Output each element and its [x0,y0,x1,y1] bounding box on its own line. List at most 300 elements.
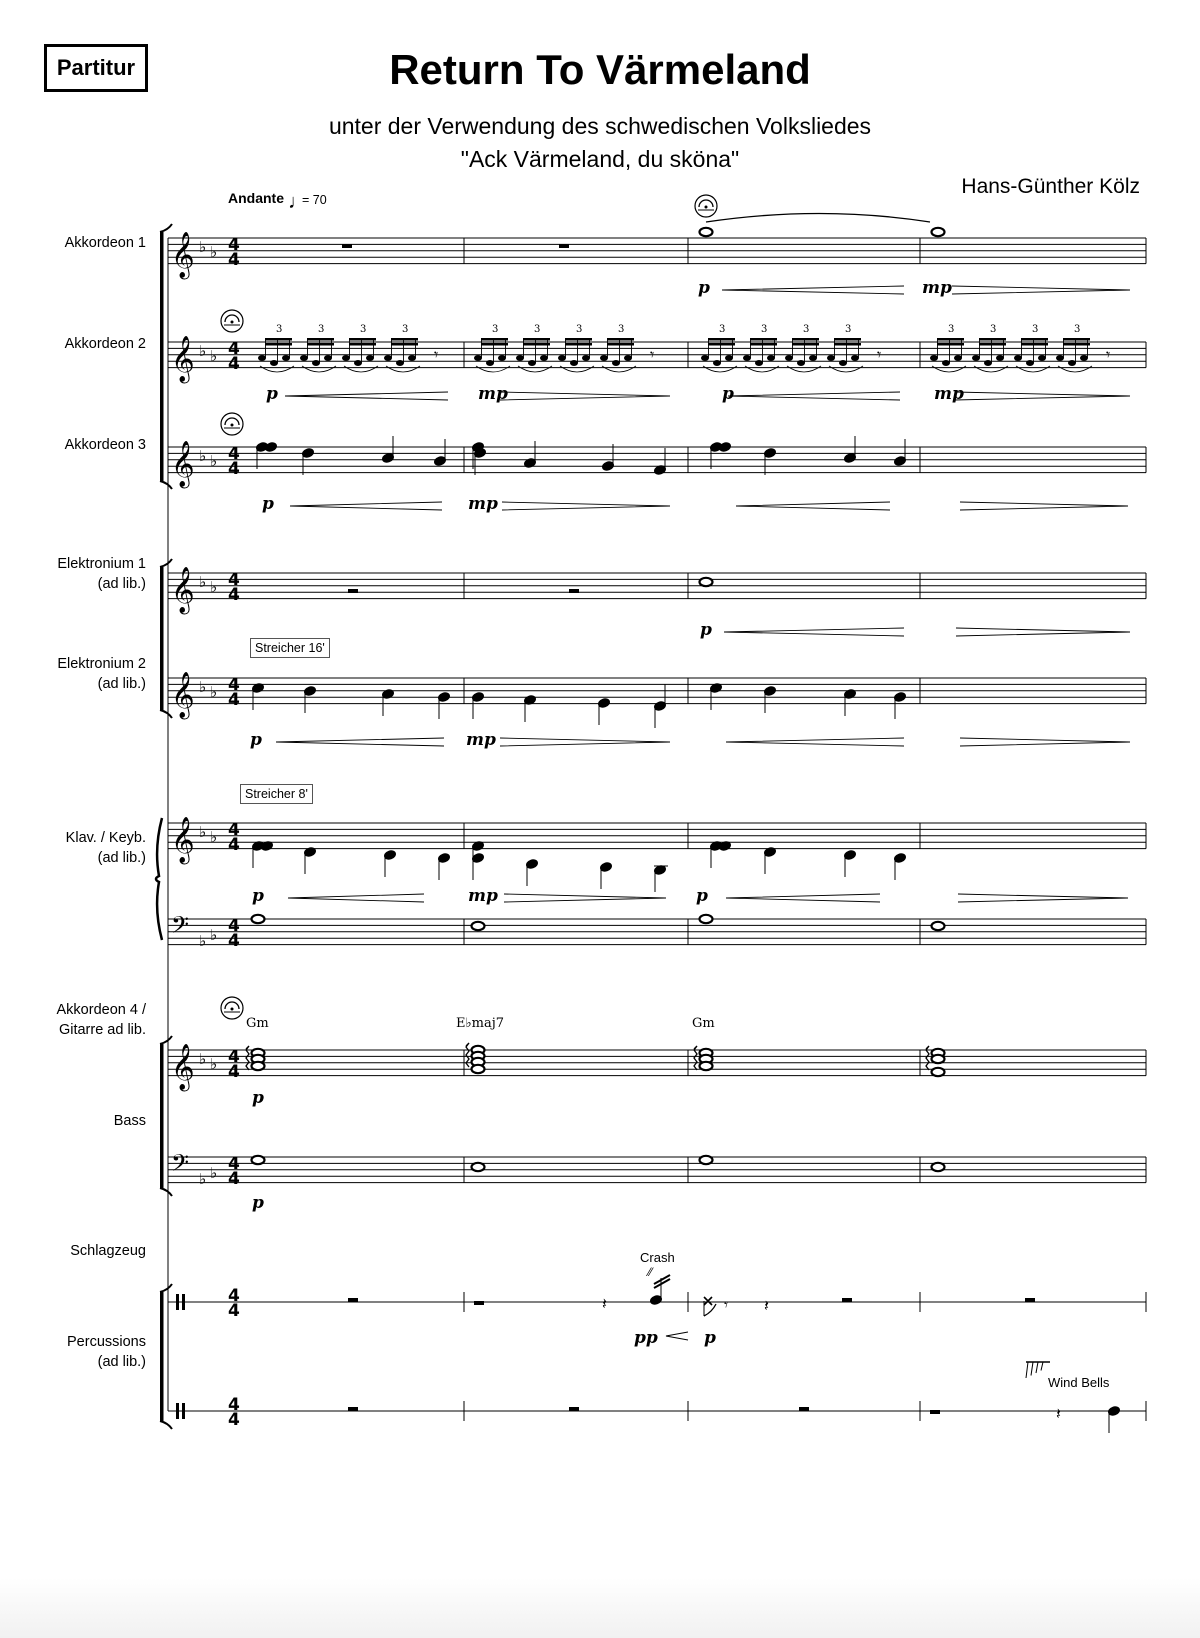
staff [168,1044,1146,1092]
slur [1058,366,1092,372]
beam [523,338,550,341]
whole-rest [342,244,352,248]
whole-note [252,1156,265,1164]
time-signature-top: 4 [228,234,240,255]
triplet-number: 3 [845,324,852,335]
dynamic-p: p [250,730,262,750]
quarter-rest: 𝄽 [602,1294,607,1313]
beam [607,343,634,346]
whole-note [700,228,713,236]
flat-icon: ♭ [199,573,207,591]
time-signature-bottom: 4 [228,930,240,951]
tremolo-note [1056,355,1064,361]
wind-bells-icon [1026,1362,1028,1378]
beam [307,343,334,346]
slur [829,366,863,372]
note [524,441,537,468]
triplet-number: 3 [990,324,997,335]
beam [1021,343,1048,346]
bass-clef-icon: 𝄢 [171,911,190,944]
slur [974,366,1008,372]
time-signature-top: 4 [228,1395,240,1415]
note [844,850,857,877]
staff-lines [156,224,1146,1430]
chord-note [932,1055,945,1063]
eighth-rest: 𝄾 [650,345,655,364]
crescendo-hairpin [666,1332,688,1340]
wind-bells-icon [1041,1362,1043,1371]
whole-note [932,228,945,236]
beam [937,343,964,346]
note [438,692,451,719]
triplet-number: 3 [618,324,625,335]
beam [391,338,418,341]
diminuendo-hairpin [952,286,1130,294]
tremolo-note [725,355,733,361]
tremolo-note [851,355,859,361]
beam [349,338,376,341]
crescendo-hairpin [288,894,424,902]
triplet-number: 3 [803,324,810,335]
dynamic-p: p [696,886,708,906]
dynamic-pp: pp [634,1328,658,1348]
staff [168,911,1146,951]
dynamic-p: p [252,1088,264,1108]
slur [260,366,294,372]
staff [168,1149,1146,1189]
diminuendo-hairpin [956,628,1130,636]
bracket-hook [160,1188,172,1196]
chord-symbol: E♭maj7 [456,1016,505,1031]
triplet-number: 3 [719,324,726,335]
bass-clef-icon: 𝄢 [171,1149,190,1182]
flat-icon: ♭ [199,678,207,696]
tremolo-note [516,355,524,361]
time-signature-bottom: 4 [228,689,240,710]
beam [708,338,735,341]
crescendo-hairpin [726,894,880,902]
note [304,686,317,713]
slur [386,366,420,372]
eighth-rest: 𝄾 [434,345,439,364]
staff [168,232,1146,280]
tremolo-note [258,355,266,361]
chord-symbol: Gm [246,1016,269,1031]
fermata-dot [231,1008,234,1011]
instrument-label: Percussions (ad lib.) [67,1334,146,1370]
slur [932,366,966,372]
tremolo-note [767,355,775,361]
diminuendo-hairpin [500,392,670,400]
fermata-dot [231,424,234,427]
tremolo-note [282,355,290,361]
note [602,444,615,471]
instrument-label: Akkordeon 1 [64,235,146,251]
tremolo-note [540,355,548,361]
time-signature-top: 4 [228,915,240,936]
note [384,850,397,877]
flat-icon: ♭ [199,238,207,256]
note [434,439,447,466]
beam [1021,338,1048,341]
staff [168,817,1146,865]
tremolo-note [984,360,992,366]
half-rest [930,1410,940,1414]
dynamic-mp: mp [468,886,498,906]
flag [704,1304,716,1316]
note [382,436,395,463]
slur [703,366,737,372]
flat-icon: ♭ [199,447,207,465]
note [265,442,278,453]
instrument-label: Elektronium 1 (ad lib.) [57,556,146,592]
time-signature-top: 4 [228,1046,240,1067]
diminuendo-hairpin [955,392,1130,400]
fermata-dot [231,321,234,324]
tremolo-note [755,360,763,366]
note [844,689,857,716]
dynamic-p: p [262,494,274,514]
score-subtitle-line2: "Ack Värmeland, du sköna" [460,146,740,172]
slur [302,366,336,372]
bracket-hook [160,224,172,232]
flat-icon: ♭ [199,823,207,841]
score-title: Return To Värmeland [389,46,811,93]
chord-note [932,1068,945,1076]
tremolo-note [1038,355,1046,361]
fermata-dot [705,206,708,209]
triplet-number: 3 [318,324,325,335]
diminuendo-hairpin [958,894,1128,902]
instrument-label: Elektronium 2 (ad lib.) [57,656,146,692]
score-subtitle-line1: unter der Verwendung des schwedischen Volksliedes [328,113,872,139]
chord-note [252,1062,265,1070]
time-signature-bottom: 4 [228,584,240,605]
note [474,448,487,475]
chord-note [472,1065,485,1073]
whole-note [932,922,945,930]
dynamic-mp: mp [922,278,952,298]
beam [391,343,418,346]
tremolo-note [743,355,751,361]
dynamic-mp: mp [466,730,496,750]
time-signature-bottom: 4 [228,1410,240,1430]
tremolo-note [384,355,392,361]
tremolo-note [827,355,835,361]
staff [168,441,1146,489]
note [719,442,732,453]
time-signature-top: 4 [228,443,240,464]
tremolo-note [408,355,416,361]
registration-streicher-16: Streicher 16' [250,638,330,658]
triplet-number: 3 [948,324,955,335]
note [710,683,723,710]
beam [565,343,592,346]
percussion-clef-icon [176,1403,179,1419]
note [438,853,451,880]
whole-rest [348,1298,358,1302]
wind-bells-note [1108,1406,1121,1433]
note [304,847,317,874]
beam [1063,338,1090,341]
fermata-icon [221,310,243,332]
eighth-rest: 𝄾 [724,1296,728,1314]
time-signature-top: 4 [228,819,240,840]
wind-bells-icon [1031,1362,1033,1376]
triplet-number: 3 [761,324,768,335]
dynamic-p: p [252,1193,264,1213]
quarter-rest: 𝄽 [764,1296,769,1315]
slur [476,366,510,372]
beam [979,343,1006,346]
instrument-label: Akkordeon 2 [64,336,146,352]
note [764,448,777,475]
slur [602,366,636,372]
notehead [719,442,732,453]
dynamic-p: p [722,384,734,404]
dynamic-p: p [252,886,264,906]
flat-icon: ♭ [210,578,218,596]
crescendo-hairpin [722,286,904,294]
beam [834,343,861,346]
treble-clef-icon: 𝄞 [171,567,195,613]
whole-rest [799,1407,809,1411]
flat-icon: ♭ [210,828,218,846]
treble-clef-icon: 𝄞 [171,441,195,487]
staff [168,1395,1146,1430]
tremolo-note [570,360,578,366]
tremolo-note [701,355,709,361]
beam [750,343,777,346]
note [654,865,667,892]
fermata-icon [221,997,243,1019]
beam [481,343,508,346]
bracket-hook [160,1036,172,1044]
tremolo-note [1080,355,1088,361]
beam [481,338,508,341]
time-signature-bottom: 4 [228,1061,240,1082]
note [894,439,907,466]
time-signature-bottom: 4 [228,834,240,855]
note [302,448,315,475]
tremolo-note [1026,360,1034,366]
flat-icon: ♭ [210,1055,218,1073]
tremolo-note [624,355,632,361]
percussion-clef-icon [176,1294,179,1310]
tremolo-note [474,355,482,361]
crescendo-hairpin [726,738,904,746]
time-signature-bottom: 4 [228,249,240,270]
bracket-hook [160,1421,172,1429]
tremolo-slashes: ⁄⁄ [648,1266,652,1279]
triplet-number: 3 [576,324,583,335]
whole-rest [1025,1298,1035,1302]
tremolo-note [300,355,308,361]
dynamic-mp: mp [468,494,498,514]
tremolo-note [972,355,980,361]
triplet-number: 3 [1074,324,1081,335]
dynamic-mp: mp [934,384,964,404]
tremolo-note [558,355,566,361]
time-signature-bottom: 4 [228,353,240,374]
percussion-clef-icon [182,1294,185,1310]
crash-label: Crash [640,1250,675,1265]
flat-icon: ♭ [210,683,218,701]
instrument-label: Schlagzeug [70,1243,146,1259]
page-edge-shadow [0,1578,1200,1638]
tremolo-note [486,360,494,366]
half-rest [842,1298,852,1302]
diminuendo-hairpin [500,738,670,746]
time-signature-top: 4 [228,674,240,695]
tremolo-note [600,355,608,361]
tremolo-note [954,355,962,361]
whole-note [700,578,713,586]
beam [792,338,819,341]
whole-note [700,1156,713,1164]
bracket-hook [160,559,172,567]
whole-rest [348,1407,358,1411]
time-signature-bottom: 4 [228,1301,240,1321]
tremolo-note [396,360,404,366]
triplet-number: 3 [492,324,499,335]
instrument-label: Klav. / Keyb. (ad lib.) [65,830,146,866]
triplet-number: 3 [534,324,541,335]
note [524,695,537,722]
notation-marks [221,195,1130,1433]
wind-bells-icon [1036,1362,1038,1373]
beam [265,343,292,346]
time-signature-bottom: 4 [228,1168,240,1189]
dynamic-p: p [698,278,710,298]
group-bracket [160,232,164,481]
tie [706,214,930,223]
bracket-hook [160,1284,172,1292]
flat-icon: ♭ [210,1164,218,1182]
triplet-number: 3 [1032,324,1039,335]
note [764,686,777,713]
piano-brace [156,818,162,940]
time-signature-top: 4 [228,569,240,590]
group-bracket [160,567,164,710]
staff [168,567,1146,615]
time-signature-top: 4 [228,1286,240,1306]
slur [518,366,552,372]
crescendo-hairpin [285,392,448,400]
tremolo-note [809,355,817,361]
whole-rest [559,244,569,248]
dynamic-mp: mp [478,384,508,404]
diminuendo-hairpin [960,502,1128,510]
whole-rest [569,589,579,593]
tremolo-note [342,355,350,361]
beam [523,343,550,346]
crescendo-hairpin [736,502,890,510]
note [894,853,907,880]
eighth-rest: 𝄾 [877,345,882,364]
dynamic-p: p [700,620,712,640]
tempo-value: = 70 [302,193,327,207]
treble-clef-icon: 𝄞 [171,672,195,718]
whole-note [252,915,265,923]
beam [307,338,334,341]
quarter-note-icon: ♩ [288,191,308,213]
slur [560,366,594,372]
tremolo-note [324,355,332,361]
fermata-icon [221,413,243,435]
beam [1063,343,1090,346]
flat-icon: ♭ [199,932,207,950]
eighth-rest: 𝄾 [1106,345,1111,364]
tempo-marking: Andante [228,190,284,206]
crescendo-hairpin [724,628,904,636]
dynamic-p: p [704,1328,716,1348]
half-rest [474,1301,484,1305]
flat-icon: ♭ [210,926,218,944]
treble-clef-icon: 𝄞 [171,232,195,278]
slur [745,366,779,372]
chord-symbol: Gm [692,1016,715,1031]
note [764,847,777,874]
tremolo-note [498,355,506,361]
note [894,692,907,719]
tremolo-note [785,355,793,361]
group-bracket [160,1044,164,1188]
whole-note [472,922,485,930]
note [526,859,539,886]
tremolo-note [582,355,590,361]
triplet-number: 3 [402,324,409,335]
crescendo-hairpin [728,392,900,400]
tremolo-note [930,355,938,361]
beam [834,338,861,341]
treble-clef-icon: 𝄞 [171,1044,195,1090]
composer-name: Hans-Günther Kölz [961,175,1140,198]
whole-note [700,915,713,923]
time-signature-bottom: 4 [228,458,240,479]
flat-icon: ♭ [199,1050,207,1068]
tremolo-note [270,360,278,366]
whole-note [472,1163,485,1171]
tremolo-note [612,360,620,366]
time-signature-top: 4 [228,1153,240,1174]
beam [607,338,634,341]
note [472,853,485,880]
notehead [265,442,278,453]
note [600,862,613,889]
note [472,692,485,719]
crescendo-hairpin [276,738,444,746]
slur [787,366,821,372]
instrument-label: Akkordeon 3 [64,437,146,453]
instrument-label: Akkordeon 4 / Gitarre ad lib. [56,1002,146,1038]
beam [937,338,964,341]
tremolo-note [366,355,374,361]
chord-note [700,1062,713,1070]
flat-icon: ♭ [199,1170,207,1188]
flat-icon: ♭ [210,452,218,470]
triplet-number: 3 [276,324,283,335]
time-signature-top: 4 [228,338,240,359]
staff [168,672,1146,720]
tremolo-note [528,360,536,366]
tremolo-note [797,360,805,366]
whole-rest [569,1407,579,1411]
quarter-rest: 𝄽 [1056,1404,1061,1423]
treble-clef-icon: 𝄞 [171,817,195,863]
instrument-label: Bass [113,1113,146,1129]
note [598,698,611,725]
